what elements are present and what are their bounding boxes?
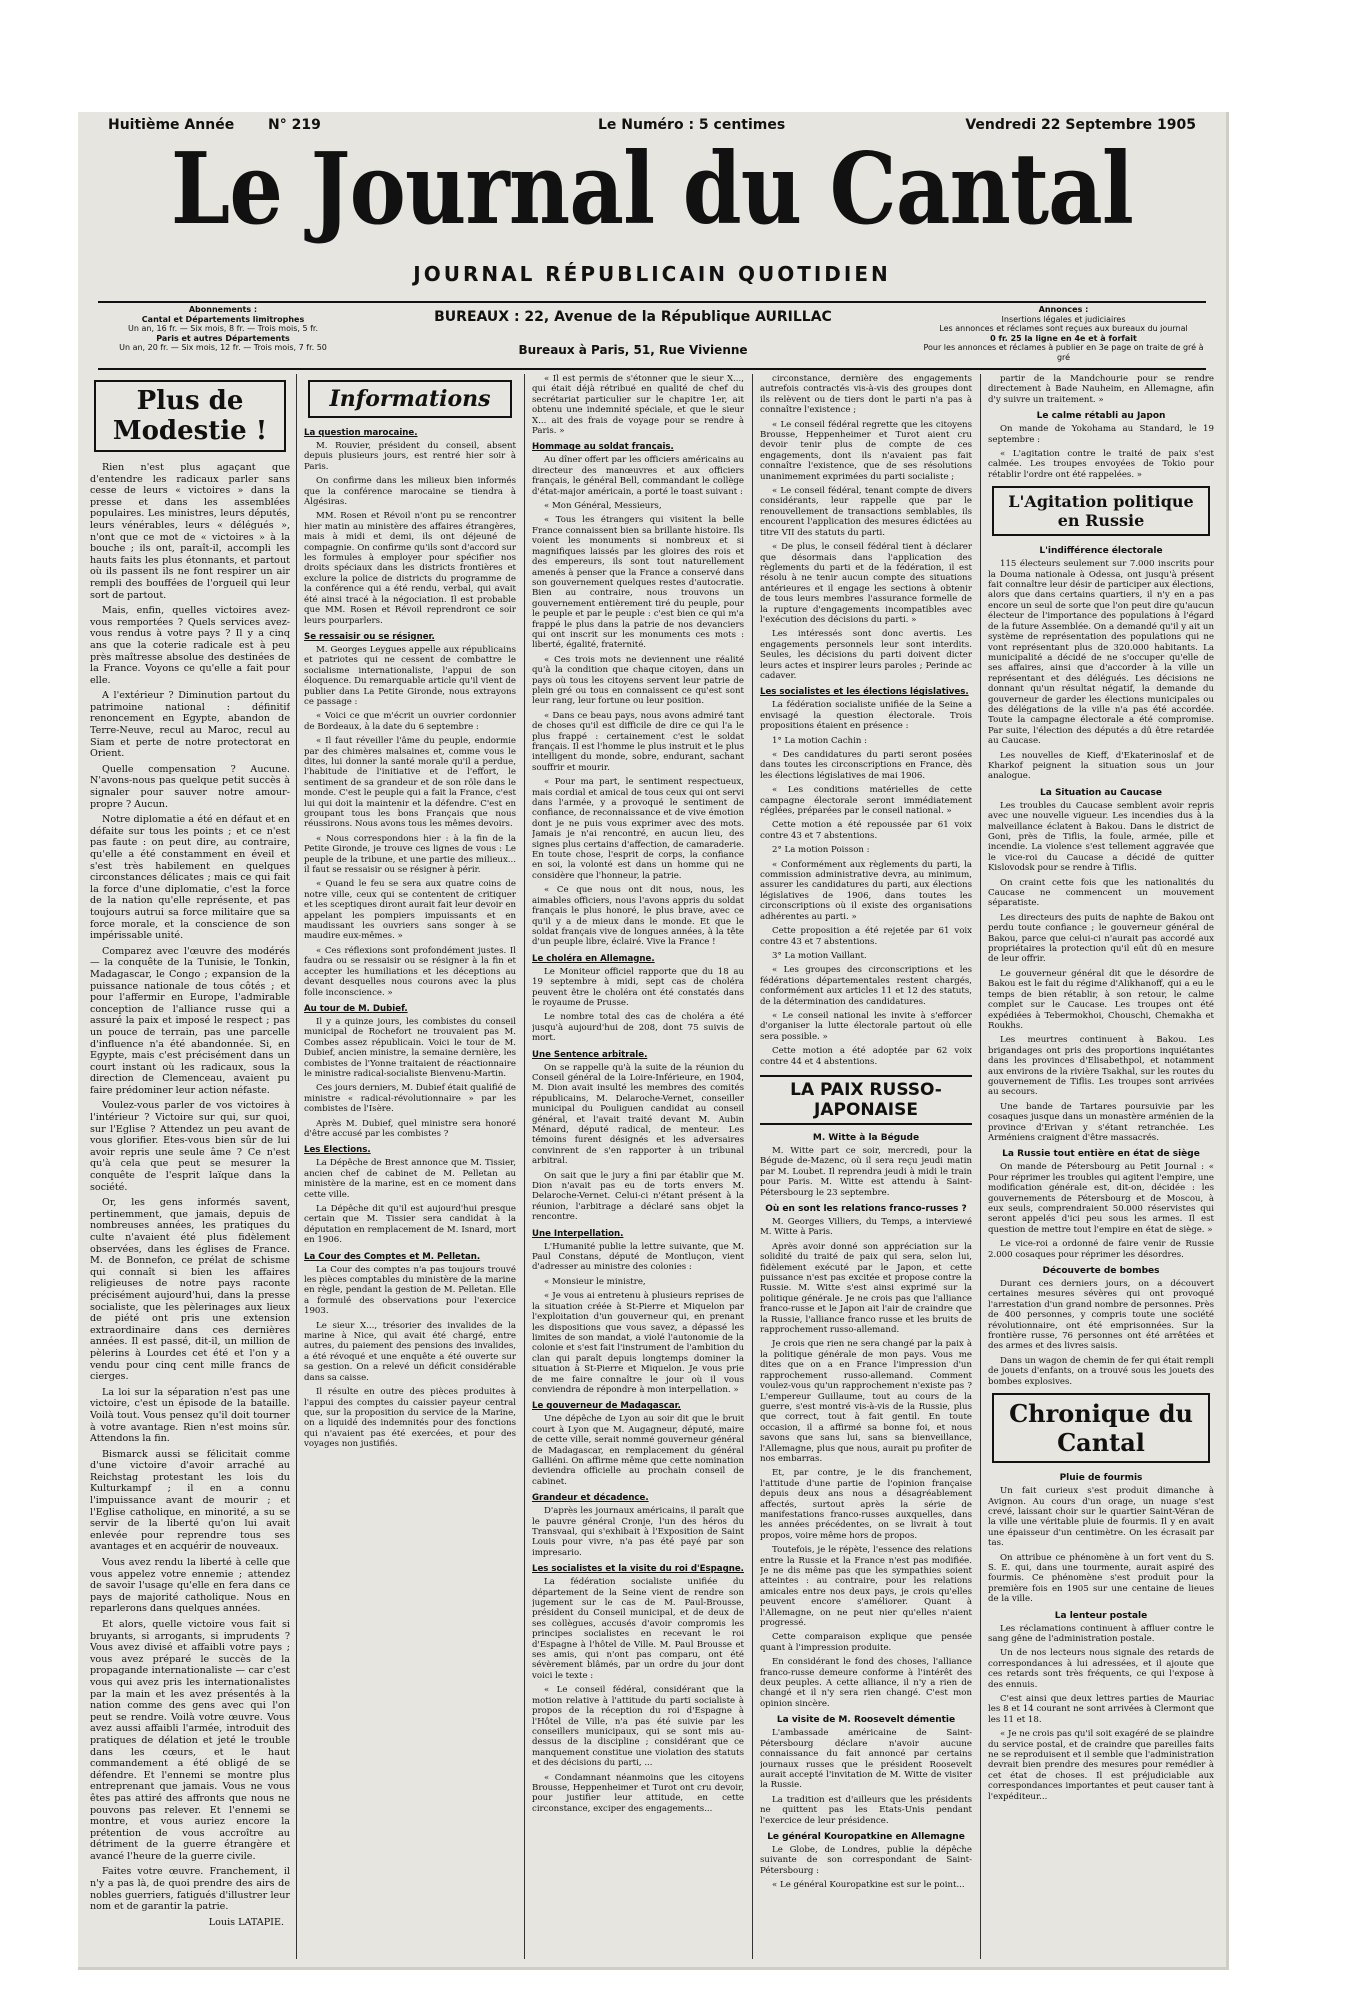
article-paragraph: « Les groupes des circonscriptions et les fédérations départementales restent chargés, conformément aux articles 11 et 12 des statuts, de la détermination des candidatures.	[760, 965, 972, 1007]
article-paragraph: M. Georges Villiers, du Temps, a interviewé M. Witte à Paris.	[760, 1217, 972, 1238]
peace-headline: LA PAIX RUSSO-JAPONAISE	[760, 1075, 972, 1125]
masthead-subtitle: JOURNAL RÉPUBLICAIN QUOTIDIEN	[413, 262, 891, 286]
article-paragraph: Je crois que rien ne sera changé par la paix à la politique générale de mon pays. Vous me dites que on a en France l'impression d'un rapprochement russo-allemand. Comment voulez-vous qu'un rapprochement n'existe pas ? L'empereur Guillaume, tout au cours de la guerre, s'est montré vis-à-vis de la Russie, plus que correct, tout à fait gentil. En toute occasion, il a affirmé sa bonne foi, et nous savons que sans lui, sans sa bienveillance, l'Allemagne, plus que nous, aurait pu profiter de nos embarras.	[760, 1339, 972, 1464]
article-paragraph: L'ambassade américaine de Saint-Pétersbourg déclare n'avoir aucune connaissance du fait annoncé par certains journaux russes que le président Roosevelt aurait accepté l'invitation de M. Witte de visiter la Russie.	[760, 1728, 972, 1791]
article-paragraph: 3° La motion Vaillant.	[772, 950, 867, 961]
article-paragraph: « Monsieur le ministre,	[544, 1276, 646, 1287]
article-paragraph: Un fait curieux s'est produit dimanche à Avignon. Au cours d'un orage, un nuage s'est crevé, laissant choir sur le quartier Saint-Véran de la ville une véritable pluie de fourmis. Il y en avait une épaisseur d'un centimètre. On les écrasait par tas.	[988, 1486, 1214, 1549]
section-heading: La Cour des Comptes et M. Pelletan.	[304, 1251, 481, 1262]
article-paragraph: « Condamnant néanmoins que les citoyens Brousse, Heppenheimer et Turot ont cru devoir, pour justifier leur attitude, en cette circonstance, exciper des engagements...	[532, 1772, 744, 1814]
section-heading: Grandeur et décadence.	[532, 1493, 649, 1504]
article-paragraph: Le gouverneur général dit que le désordre de Bakou est le fait du régime d'Alikhanoff, qui a eu le temps de bien rétablir, à son retour, le calme complet sur le Caucase. Les troupes ont été expédiées à Tebermokhoi, Chouschi, Chemakha et Roukhs.	[988, 968, 1214, 1031]
editorial-paragraph: Et alors, quelle victoire vous fait si bruyants, si arrogants, si imprudents ? Vous avez divisé et affaibli votre pays ; vous avez préparé le succès de la propagande internationaliste — car c'est vous qui avez pris les internationalistes par la main et les avez présentés à la nation comme des gens avec qui l'on peut se rendre. Voilà votre œuvre. Vous avez aussi affaibli l'armée, introduit des pratiques de délation et jeté le trouble dans les cœurs, et le haut commandement a été obligé de se défendre. Et l'ennemi se montre plus entreprenant que jamais. Vous ne vous êtes pas attiré des affronts que nous ne pouvons pas relever. Et l'ennemi se montre, et vous auriez encore la prétention de vous accroître au détriment de la guerre étrangère et avancé l'heure de la guerre civile.	[90, 1619, 290, 1862]
article-paragraph: « Le conseil fédéral regrette que les citoyens Brousse, Heppenheimer et Turot aient cru devoir tenir plus de compte de ces engagements, dont ils n'avaient pas fait connaître l'existence, que de ses résolutions unanimement exprimées du parti socialiste ;	[760, 419, 972, 482]
article-paragraph: La Cour des comptes n'a pas toujours trouvé les pièces comptables du ministère de la marine en règle, pendant la gestion de M. Pelletan. Elle a formulé des observations pour l'exercice 1903.	[304, 1264, 516, 1317]
issue-date: Vendredi 22 Septembre 1905	[965, 117, 1196, 133]
article-paragraph: « Ce que nous ont dit nous, nous, les aimables officiers, nous l'avons appris du soldat français le plus honoré, le plus brave, avec ce qu'il y a de mieux dans le monde. Et que le soldat français vive de longues années, à la tête d'un peuple libre, éclairé. Vive la France !	[532, 885, 744, 948]
article-paragraph: « Ces trois mots ne deviennent une réalité qu'à la condition que chaque citoyen, dans un pays où tous les citoyens servent leur patrie de plein gré ou tous en connaissent ce qu'est sont leur rang, leur fortune ou leur position.	[532, 654, 744, 707]
editorial-paragraph: La loi sur la séparation n'est pas une victoire, c'est un épisode de la bataille. Voilà tout. Vous pensez qu'il doit tourner à votre avantage. Rien n'est moins sûr. Attendons la fin.	[90, 1386, 290, 1445]
article-paragraph: Les troubles du Caucase semblent avoir repris avec une nouvelle vigueur. Les incendies dus à la malveillance éclatent à Bakou. Dans le district de Goni, près de Tiflis, la foule, armée, pille et incendie. La violence s'est tellement aggravée que le vice-roi du Caucase a décidé de quitter Kislovodsk pour se rendre à Tiflis.	[988, 800, 1214, 874]
section-heading: Au tour de M. Dubief.	[304, 1003, 408, 1014]
section-heading: Une Interpellation.	[532, 1228, 624, 1239]
column-separator	[980, 374, 981, 1959]
article-paragraph: Cette motion a été adoptée par 62 voix contre 44 et 4 abstentions.	[760, 1046, 972, 1067]
article-paragraph: La fédération socialiste unifiée du département de la Seine vient de rendre son jugement sur le cas de M. Paul-Brousse, président du Conseil municipal, et de deux de ses collègues, accusés d'avoir compromis les principes socialistes en recevant le roi d'Espagne à l'hôtel de Ville. M. Paul Brousse et ses amis, qui n'ont pas comparu, ont été sévèrement blâmés, par un ordre du jour dont voici le texte :	[532, 1577, 744, 1681]
article-paragraph: « Conformément aux règlements du parti, la commission administrative devra, au minimum, assurer les candidatures du parti, aux élections législatives de 1906, dans toutes les circonscriptions où il existe des organisations adhérentes au parti. »	[760, 859, 972, 922]
informations-headline: Informations	[308, 380, 512, 418]
article-paragraph: 1° La motion Cachin :	[772, 735, 867, 746]
section-heading: La Russie tout entière en état de siège	[1002, 1149, 1200, 1160]
subscriptions-line-2: Un an, 16 fr. — Six mois, 8 fr. — Trois mois, 5 fr.	[128, 324, 318, 333]
informations-column	[304, 374, 516, 1959]
article-paragraph: « Voici ce que m'écrit un ouvrier cordonnier de Bordeaux, à la date du 6 septembre :	[304, 711, 516, 732]
article-paragraph: On craint cette fois que les nationalités du Caucase ne commencent un mouvement séparatiste.	[988, 877, 1214, 909]
editorial-paragraph: Mais, enfin, quelles victoires avez-vous remportées ? Quels services avez-vous rendus à votre pays ? Il y a cinq ans que la coterie radicale est à peu près maîtresse absolue des destinées de la France. Voyons ce qu'elle a fait pour elle.	[90, 605, 290, 686]
offices-address: BUREAUX : 22, Avenue de la République AURILLAC	[434, 309, 832, 325]
article-paragraph: « Des candidatures du parti seront posées dans toutes les circonscriptions en France, dès les élections législatives de mai 1906.	[760, 750, 972, 781]
article-paragraph: Les directeurs des puits de naphte de Bakou ont perdu toute confiance ; le gouverneur général de Bakou, parce que celui-ci n'aurait pas accordé aux propriétaires la protection qu'il eût dû en mesure de leur offrir.	[988, 912, 1214, 965]
editorial-headline: Plus de Modestie !	[94, 380, 286, 452]
section-heading: L'indifférence électorale	[1039, 546, 1163, 557]
news-column	[532, 374, 744, 1959]
article-paragraph: Et, par contre, je le dis franchement, l'attitude d'une partie de l'opinion française depuis deux ans nous a désagréablement affectés, surtout après la série de manifestations franco-russes auxquelles, dans les années précédentes, on se livrait à tout propos, voire même hors de propos.	[760, 1468, 972, 1541]
article-paragraph: On confirme dans les milieux bien informés que la conférence marocaine se tiendra à Algésiras.	[304, 476, 516, 508]
article-paragraph: MM. Rosen et Révoil n'ont pu se rencontrer hier matin au ministère des affaires étrangères, mais à midi et demi, ils ont déjeuné de compagnie. On confirme qu'ils sont d'accord sur les formules à employer pour spécifier nos droits spéciaux dans les districts frontières et exclure la police de districts du programme de la conférence qui a été rendu, verbal, qui avait été ainsi tracé à la négociation. Il est probable que MM. Rosen et Révoil reprendront ce soir leurs pourparlers.	[304, 511, 516, 626]
article-paragraph: « Le général Kouropatkine est sur le point...	[772, 1880, 965, 1891]
advertising-title: Annonces :	[1038, 305, 1089, 314]
header-rule-bottom	[98, 368, 1206, 370]
article-paragraph: Le Globe, de Londres, publie la dépêche suivante de son correspondant de Saint-Pétersbourg :	[760, 1844, 972, 1876]
article-paragraph: On sait que le jury a fini par établir que M. Dion n'avait pas eu de torts envers M. Delaroche-Vernet. Celui-ci n'étant présent à la réunion, l'arbitrage a déclaré sans objet la rencontre.	[532, 1170, 744, 1223]
article-paragraph: Cette comparaison explique que pensée quant à l'impression produite.	[760, 1632, 972, 1653]
section-heading: Hommage au soldat français.	[532, 442, 674, 453]
section-heading: Le gouverneur de Madagascar.	[532, 1401, 681, 1412]
subscriptions-title: Abonnements :	[188, 305, 258, 314]
article-paragraph: « Tous les étrangers qui visitent la belle France connaissent bien sa brillante histoire. Ils voient les monuments si nombreux et si magnifiques laissés par les gloires des rois et des empereurs, ils sont tout naturellement amenés à penser que la France a conservé dans son gouvernement quelques restes d'autocratie. Bien au contraire, nous trouvons un gouvernement entièrement tiré du peuple, pour le peuple et par le peuple : c'est bien ce qui m'a frappé le plus dans la patrie de nos devanciers qui ont inscrit sur les monuments ces mots : liberté, égalité, fraternité.	[532, 515, 744, 651]
article-paragraph: circonstance, dernière des engagements autrefois contractés vis-à-vis des groupes dont ils relèvent ou de tiers dont le parti n'a pas à connaître l'existence ;	[760, 374, 972, 416]
article-paragraph: En considérant le fond des choses, l'alliance franco-russe demeure conforme à l'intérêt des deux peuples. A cette alliance, il n'y a rien de changé et il n'y sera rien changé. C'est mon opinion sincère.	[760, 1657, 972, 1709]
article-paragraph: « Ces réflexions sont profondément justes. Il faudra ou se ressaisir ou se résigner à la fin et accepter les humiliations et les déceptions au devant desquelles nous courons avec la plus folle inconscience. »	[304, 945, 516, 998]
article-paragraph: C'est ainsi que deux lettres parties de Mauriac les 8 et 14 courant ne sont arrivées à Clermont que les 11 et 18.	[988, 1694, 1214, 1725]
article-paragraph: « Le conseil national les invite à s'efforcer d'organiser la lutte électorale partout où elle sera possible. »	[760, 1010, 972, 1042]
article-paragraph: Les nouvelles de Kieff, d'Ekaterinoslaf et de Kharkof peignent la situation sous un jour analogue.	[988, 750, 1214, 782]
subscription-band	[98, 305, 1206, 365]
article-paragraph: Dans un wagon de chemin de fer qui était rempli de jouets d'enfants, on a trouvé sous les jouets des bombes explosives.	[988, 1355, 1214, 1387]
section-heading: Les Elections.	[304, 1145, 371, 1156]
article-paragraph: « De plus, le conseil fédéral tient à déclarer que désormais dans l'application des règlements du parti et de la fédération, il est résolu à ne tenir aucun compte des situations antérieures et il engage les sections à obtenir de tous leurs membres l'assurance formelle de la rupture d'engagements incompatibles avec l'exécution des décisions du parti. »	[760, 542, 972, 625]
article-paragraph: Durant ces derniers jours, on a découvert certaines mesures sévères qui ont provoqué l'arrestation d'un grand nombre de personnes. Près de 400 personnes, y compris toute une société révolutionnaire, ont été emprisonnées. Sur la frontière russe, 76 personnes ont été arrêtées et des armes et des livres saisis.	[988, 1279, 1214, 1352]
article-paragraph: « Le conseil fédéral, considérant que la motion relative à l'attitude du parti socialiste à propos de la réception du roi d'Espagne à l'Hôtel de Ville, n'a pas été suivie par les conseillers municipaux, qui se sont mis au-dessus de la discipline ; considérant que ce manquement constitue une violation des statuts et des décisions du parti, ...	[532, 1685, 744, 1769]
article-paragraph: Le Moniteur officiel rapporte que du 18 au 19 septembre à midi, sept cas de choléra peuvent être le choléra ont été constatés dans le royaume de Prusse.	[532, 966, 744, 1008]
article-paragraph: « Dans ce beau pays, nous avons admiré tant de choses qu'il est difficile de dire ce qui l'a le plus frappé : certainement c'est le soldat français. Il est l'homme le plus instruit et le plus intelligent du monde, sobre, endurant, sachant souffrir et mourir.	[532, 710, 744, 773]
article-paragraph: Cette motion a été repoussée par 61 voix contre 43 et 7 abstentions.	[760, 820, 972, 841]
article-paragraph: Le nombre total des cas de choléra a été jusqu'à aujourd'hui de 208, dont 75 suivis de mort.	[532, 1012, 744, 1044]
column-separator	[752, 374, 753, 1959]
article-paragraph: Après avoir donné son appréciation sur la solidité du traité de paix qui sera, selon lui, fidèlement exécuté par le Japon, et cette puissance n'est pas excitée et propose contre la Russie. M. Witte s'est ainsi exprimé sur la politique générale. Je ne crois pas que l'alliance franco-russe et le Japon ait l'air de craindre que la Russie, l'alliance franco russe et les bruits de rapprochement russo-allemand.	[760, 1241, 972, 1336]
subscriptions-line-4: Un an, 20 fr. — Six mois, 12 fr. — Trois mois, 7 fr. 50	[119, 343, 327, 352]
section-heading: Découverte de bombes	[1042, 1266, 1160, 1277]
article-paragraph: D'après les journaux américains, il paraît que le pauvre général Cronje, l'un des héros du Transvaal, qui s'exhibait à l'Exposition de Saint Louis pour vivre, n'a pas été payé par son impresario.	[532, 1506, 744, 1558]
masthead-title: Le Journal du Cantal	[170, 132, 1134, 247]
section-heading: Pluie de fourmis	[1059, 1473, 1143, 1484]
article-paragraph: Il résulte en outre des pièces produites à l'appui des comptes du caissier payeur central que, sur la proposition du service de la Marine, on a liquidé des indemnités pour des fonctions qui n'avaient pas été exercées, et pour des voyages non justifiés.	[304, 1387, 516, 1450]
advertising-line-2: Les annonces et réclames sont reçues aux bureaux du journal	[939, 324, 1188, 333]
editorial-paragraph: Or, les gens informés savent, pertinemment, que jamais, depuis de nombreuses années, les pratiques du culte n'avaient été plus fidèlement observées, dans les églises de France. M. de Bonnefon, ce prélat de schisme qui connaît si bien les affaires religieuses de notre pays raconte précisément aujourd'hui, dans la presse socialiste, que les pèlerinages aux lieux de piété ont pris une extension extraordinaire dans ces dernières années. Il est passé, dit-il, un million de pèlerins à Lourdes cet été et l'on y a vendu pour cinq cent mille francs de cierges.	[90, 1197, 290, 1383]
subscriptions-line-1: Cantal et Départements limitrophes	[141, 314, 305, 324]
editorial-paragraph: A l'extérieur ? Diminution partout du patrimoine national : définitif renoncement en Egypte, abandon de Terre-Neuve, recul au Maroc, recul au Siam et perte de notre protectorat en Orient.	[90, 690, 290, 760]
offices-box	[373, 305, 893, 357]
article-paragraph: 2° La motion Poisson :	[772, 845, 870, 856]
article-paragraph: On mande de Yokohama au Standard, le 19 septembre :	[988, 424, 1214, 445]
advertising-line-3: 0 fr. 25 la ligne en 4e et à forfait	[990, 333, 1137, 343]
article-paragraph: « Quand le feu se sera aux quatre coins de notre ville, ceux qui se contentent de critiquer et les sceptiques diront aurait fait leur devoir en appelant les pompiers impuissants et en maudissant les ouvriers sans songer à se maudire eux-mêmes. »	[304, 879, 516, 942]
article-paragraph: « Je vous ai entretenu à plusieurs reprises de la situation créée à St-Pierre et Miquelon par l'exploitation d'un gouverneur qui, en prenant les dispositions que vous savez, a dépassé les limites de son mandat, a violé l'autonomie de la colonie et s'est fait l'instrument de l'ambition du clan qui paraît depuis longtemps dominer la situation à St-Pierre et Miquelon. Je vous prie de me faire connaître le jour où il vous conviendra de répondre à mon interpellation. »	[532, 1291, 744, 1395]
section-heading: Les socialistes et les élections législatives.	[760, 687, 969, 698]
article-paragraph: Ces jours derniers, M. Dubief était qualifié de ministre « radical-révolutionnaire » par les combistes de l'Isère.	[304, 1083, 516, 1115]
article-paragraph: « Pour ma part, le sentiment respectueux, mais cordial et amical de tous ceux qui ont servi dans l'armée, y a provoqué le sentiment de confiance, de reconnaissance et de vive émotion dont je ne puis vous exprimer avec des mots. Jamais je n'ai rencontré, en aucun lieu, des signes plus certains d'affection, de camaraderie. En toute chose, l'esprit de corps, la confiance en soi, la volonté est dans un homme qui ne considère que l'honneur, la patrie.	[532, 777, 744, 881]
editorial-paragraph: Comparez avec l'œuvre des modérés — la conquête de la Tunisie, le Tonkin, Madagascar, le Congo ; expansion de la puissance nationale de tous côtés ; et pour l'affermir en Europe, l'admirable conception de l'alliance russe qui a assuré la paix et imposé le respect ; pas un pouce de terrain, pas une parcelle d'influence n'a été abandonnée. Si, en Egypte, mais c'est précisément dans un court instant où les radicaux, sous la direction de Clemenceau, avaient pu faire prédominer leur action néfaste.	[90, 945, 290, 1096]
advertising-box	[921, 305, 1206, 362]
article-paragraph: Au dîner offert par les officiers américains au directeur des manœuvres et aux officiers français, le général Bell, commandant le collège d'état-major américain, a porté le toast suivant :	[532, 455, 744, 497]
section-heading: Une Sentence arbitrale.	[532, 1049, 648, 1060]
article-paragraph: Une dépêche de Lyon au soir dit que le bruit court à Lyon que M. Augagneur, député, maire de cette ville, serait nommé gouverneur général de Madagascar, en remplacement du général Galliéni. On affirme même que cette nomination deviendra officielle au prochain conseil de cabinet.	[532, 1414, 744, 1487]
article-paragraph: « Il est permis de s'étonner que le sieur X..., qui était déjà rétribué en qualité de chef du secrétariat particulier sur le chapitre 1er, ait obtenu une indemnité spéciale, et que le sieur X... ait des frais de voyage pour se rendre à Paris. »	[532, 374, 744, 437]
newspaper-page	[78, 112, 1229, 1970]
article-paragraph: Cette proposition a été rejetée par 61 voix contre 43 et 7 abstentions.	[760, 926, 972, 947]
editorial-paragraph: Bismarck aussi se félicitait comme d'une victoire d'avoir arraché au Reichstag protestant les lois du Kulturkampf ; il en a connu l'impuissance avant de mourir ; et l'Eglise catholique, en minorité, a su se servir de la liberté qu'on lui avait enlevée pour reprendre tous ses avantages et en acquérir de nouveaux.	[90, 1448, 290, 1553]
editorial-paragraph: Voulez-vous parler de vos victoires à l'intérieur ? Victoire sur qui, sur quoi, sur l'Eglise ? Attendez un peu avant de vous glorifier. Etes-vous bien sûr de lui avoir repris une seule âme ? Ce n'est qu'à cela que peut se mesurer la conquête de l'esprit laïque dans la société.	[90, 1100, 290, 1193]
article-paragraph: Une bande de Tartares poursuivie par les cosaques jusque dans un monastère arménien de la province d'Erivan y s'étant retranchée. Les Arméniens craignent d'être massacrés.	[988, 1101, 1214, 1143]
article-paragraph: La Dépêche dit qu'il est aujourd'hui presque certain que M. Tissier sera candidat à la députation en remplacement de M. Isnard, mort en 1906.	[304, 1204, 516, 1246]
header-rule-top	[98, 301, 1206, 303]
article-paragraph: partir de la Mandchourie pour se rendre directement à Bade Nauheim, en Allemagne, afin d'y suivre un traitement. »	[988, 374, 1214, 405]
editorial-paragraph: Rien n'est plus agaçant que d'entendre les radicaux parler sans cesse de leurs « victoires » dans la presse et dans les assemblées populaires. Les ministres, leurs députés, leurs vénérables, leurs « délégués », n'ont que ce mot de « victoires » à la bouche ; ils ont, paraît-il, accompli les hauts faits les plus étonnants, et partout où ils passent ils ne font respirer un air rempli des bouffées de l'orgueil qui leur sort de partout.	[90, 462, 290, 601]
subscriptions-line-3: Paris et autres Départements	[156, 333, 290, 343]
section-heading: Le général Kouropatkine en Allemagne	[767, 1831, 965, 1842]
article-paragraph: La Dépêche de Brest annonce que M. Tissier, ancien chef de cabinet de M. Pelletan au ministère de la marine, est en ce moment dans cette ville.	[304, 1158, 516, 1200]
politics-column	[760, 374, 972, 1959]
russia-headline: L'Agitation politique en Russie	[992, 486, 1210, 536]
offices-paris: Bureaux à Paris, 51, Rue Vivienne	[518, 343, 748, 357]
editorial-signature: Louis LATAPIE.	[208, 1916, 284, 1928]
issue-price: Le Numéro : 5 centimes	[598, 117, 786, 133]
editorial-paragraph: Quelle compensation ? Aucune. N'avons-nous pas quelque petit succès à signaler pour sauver notre amour-propre ? Aucun.	[90, 763, 290, 810]
article-paragraph: Le sieur X..., trésorier des invalides de la marine à Nice, qui avait été chargé, entre autres, du paiement des pensions des invalides, a été révoqué et une enquête a été ouverte sur sa gestion. On a relevé un déficit considérable dans sa caisse.	[304, 1320, 516, 1383]
editorial-paragraph: Faites votre œuvre. Franchement, il n'y a pas là, de quoi prendre des airs de nobles guerriers, fatigués d'illustrer leur nom et de garantir la patrie.	[90, 1866, 290, 1913]
article-paragraph: « Mon Général, Messieurs,	[544, 501, 662, 512]
section-heading: La visite de M. Roosevelt démentie	[776, 1715, 956, 1726]
section-heading: Les socialistes et la visite du roi d'Espagne.	[532, 1564, 744, 1575]
article-paragraph: « Les conditions matérielles de cette campagne électorale seront immédiatement réglées, préparées par le conseil national. »	[760, 785, 972, 817]
article-paragraph: M. Witte part ce soir, mercredi, pour la Bégude de-Mazenc, où il sera reçu jeudi matin par M. Loubet. Il reprendra jeudi à midi le train pour Paris. M. Witte est attendu à Saint-Pétersbourg le 23 septembre.	[760, 1145, 972, 1198]
article-paragraph: « Je ne crois pas qu'il soit exagéré de se plaindre du service postal, et de craindre que pareilles faits ne se reproduisent et il semble que l'administration devrait bien prendre des mesures pour remédier à cet état de choses. Il est préjudiciable aux correspondances importantes et peut causer tant à l'expéditeur...	[988, 1729, 1214, 1802]
issue-number: N° 219	[268, 117, 321, 133]
section-heading: Se ressaisir ou se résigner.	[304, 631, 435, 642]
year-label: Huitième Année	[108, 117, 235, 133]
section-heading: Le choléra en Allemagne.	[532, 953, 655, 964]
article-paragraph: M. Rouvier, président du conseil, absent depuis plusieurs jours, est rentré hier soir à Paris.	[304, 441, 516, 472]
article-paragraph: M. Georges Leygues appelle aux républicains et patriotes qui ne cessent de combattre le socialisme internationaliste, l'appui de son éloquence. Du remarquable article qu'il vient de publier dans La Petite Gironde, nous extrayons ce passage :	[304, 644, 516, 707]
article-paragraph: Après M. Dubief, quel ministre sera honoré d'être accusé par les combistes ?	[304, 1118, 516, 1139]
column-separator	[524, 374, 525, 1959]
subscriptions-box	[98, 305, 348, 353]
article-paragraph: Toutefois, je le répète, l'essence des relations entre la Russie et la France n'est pas modifiée. Je ne dis même pas que les sympathies soient atteintes : au contraire, pour les relations amicales entre nos deux pays, je crois qu'elles peuvent encore s'améliorer. Quant à l'Allemagne, on ne peut nier qu'elles n'aient progressé.	[760, 1545, 972, 1629]
editorial-paragraph: Vous avez rendu la liberté à celle que vous appelez votre ennemie ; attendez de savoir l'usage qu'elle en fera dans ce pays de majorité catholique. Nous en reparlerons dans quelques années.	[90, 1557, 290, 1615]
article-paragraph: On attribue ce phénomène à un fort vent du S. S. E. qui, dans une tourmente, aurait aspiré des fourmis. Ce phénomène s'est produit pour la première fois en 1905 sur une centaine de lieues de la ville.	[988, 1552, 1214, 1605]
section-heading: Le calme rétabli au Japon	[1036, 411, 1166, 422]
advertising-line-1: Insertions légales et judiciaires	[1001, 314, 1126, 324]
article-paragraph: On se rappelle qu'à la suite de la réunion du Conseil général de la Loire-Inférieure, en 1904, M. Dion avait insulté les membres des comités républicains, M. Delaroche-Vernet, conseiller municipal du Pouliguen candidat au conseil général, et l'avait traité devant M. Aubin Ménard, député radical, de menteur. Les témoins furent désignés et les adversaires convinrent de s'en rapporter à un tribunal arbitral.	[532, 1062, 744, 1167]
article-paragraph: L'Humanité publie la lettre suivante, que M. Paul Constans, député de Montluçon, vient d'adresser au ministre des colonies :	[532, 1241, 744, 1273]
article-paragraph: « Le conseil fédéral, tenant compte de divers considérants, leur rappelle que par le renouvellement de transactions semblables, ils encourent l'application des mesures édictées au titre VII des statuts du parti.	[760, 486, 972, 538]
article-paragraph: Un de nos lecteurs nous signale des retards de correspondances à lui adressées, et il ajoute que ces retards sont très fréquents, ce qui l'expose à des ennuis.	[988, 1648, 1214, 1690]
article-paragraph: Les meurtres continuent à Bakou. Les brigandages ont pris des proportions inquiétantes dans les provinces d'Elisabethpol, et notamment aux environs de la rivière Tsakhal, sur les routes du gouvernement de Tiflis. Les troupes sont arrivées au secours.	[988, 1035, 1214, 1098]
editorial-paragraph: Notre diplomatie a été en défaut et en défaite sur tous les points ; et ce n'est pas faute : on peut dire, au contraire, qu'elle a été constamment en éveil et s'est très habilement en quelques circonstances délicates ; mais ce qui fait la force d'une diplomatie, c'est la force de la nation qu'elle représente, et pas toujours autrui sa force militaire que sa force morale, et la conscience de son impérissable unité.	[90, 814, 290, 942]
article-paragraph: « Nous correspondons hier : à la fin de la Petite Gironde, je trouve ces lignes de vous : Le peuple de la tribune, et une partie des milieux... il faut se ressaisir ou se résigner à périr.	[304, 833, 516, 876]
article-paragraph: Les intéressés sont donc avertis. Les engagements personnels leur sont interdits. Seules, les décisions du parti doivent dicter leurs actes et inspirer leurs paroles ; Perinde ac cadaver.	[760, 629, 972, 681]
section-heading: La Situation au Caucase	[1040, 787, 1162, 798]
article-paragraph: Le vice-roi a ordonné de faire venir de Russie 2.000 cosaques pour réprimer les désordres.	[988, 1239, 1214, 1260]
article-paragraph: La tradition est d'ailleurs que les présidents ne quittent pas les Etats-Unis pendant l'exercice de leur présidence.	[760, 1794, 972, 1826]
chronicle-headline: Chronique du Cantal	[992, 1393, 1210, 1463]
editorial-column	[90, 374, 290, 1959]
section-heading: La lenteur postale	[1054, 1610, 1148, 1621]
column-separator	[296, 374, 297, 1959]
section-heading: Où en sont les relations franco-russes ?	[765, 1204, 967, 1214]
advertising-line-4: Pour les annonces et réclames à publier en 3e page on traite de gré à gré	[923, 343, 1204, 362]
section-heading: La question marocaine.	[304, 428, 418, 438]
article-paragraph: La fédération socialiste unifiée de la Seine a envisagé la question électorale. Trois propositions étaient en présence :	[760, 700, 972, 732]
article-paragraph: Les réclamations continuent à affluer contre le sang gêne de l'administration postale.	[988, 1623, 1214, 1644]
article-paragraph: 115 électeurs seulement sur 7.000 inscrits pour la Douma nationale à Odessa, ont jusqu'à présent fait connaître leur désir de participer aux élections, alors que dans certains quartiers, il n'y en a pas encore un seul de sorte que l'on peut dire qu'aucun électeur de l'importance des populations à l'égard de la future Assemblée. On a demandé qu'il y ait un système de représentation des populations qui ne vont représentant plus de 320.000 habitants. La municipalité a décidé de ne s'occuper qu'elle de ses affaires, ainsi que d'accorder à la ville un représentant et des délégués. Les décisions ne donnant qu'un résultat négatif, la demande du gouverneur de garder les élections municipales ou des délégations de la ville n'a pas été accordée. Toute la campagne électorale a été compromise. Par suite, l'élection des députés a dû être retardée au Caucase.	[988, 559, 1214, 747]
article-paragraph: « L'agitation contre le traité de paix s'est calmée. Les troupes envoyées de Tokio pour rétablir l'ordre ont été rappelées. »	[988, 449, 1214, 480]
article-paragraph: Il y a quinze jours, les combistes du conseil municipal de Rochefort ne trouvaient pas M. Combes assez républicain. Voici le tour de M. Dubief, ancien ministre, la semaine dernière, les combistes de l'Yonne traitaient de réactionnaire le ministre radical-socialiste Bienvenu-Martin.	[304, 1016, 516, 1079]
section-heading: M. Witte à la Bégude	[812, 1132, 920, 1143]
article-paragraph: « Il faut réveiller l'âme du peuple, endormie par des chimères malsaines et, comme vous le dites, lui donner la santé morale qu'il a perdue, l'habitude de l'initiative et de l'effort, le sentiment de sa grandeur et de son rôle dans le monde. C'est le peuple qui a fait la France, c'est lui qui doit la maintenir et la défendre. C'est en groupant tous les bons Français que nous réussirons. Nous avons tous les mêmes devoirs.	[304, 736, 516, 830]
russia-cantal-column	[988, 374, 1214, 1959]
article-paragraph: On mande de Pétersbourg au Petit Journal : « Pour réprimer les troubles qui agitent l'empire, une modification générale est, dit-on, décidée : les gouvernements de Pétersbourg et de Moscou, à eux seuls, comprendraient 50.000 réservistes qui seront appelés d'ici peu sous les armes. Il est question de mettre tout l'empire en état de siège. »	[988, 1162, 1214, 1235]
